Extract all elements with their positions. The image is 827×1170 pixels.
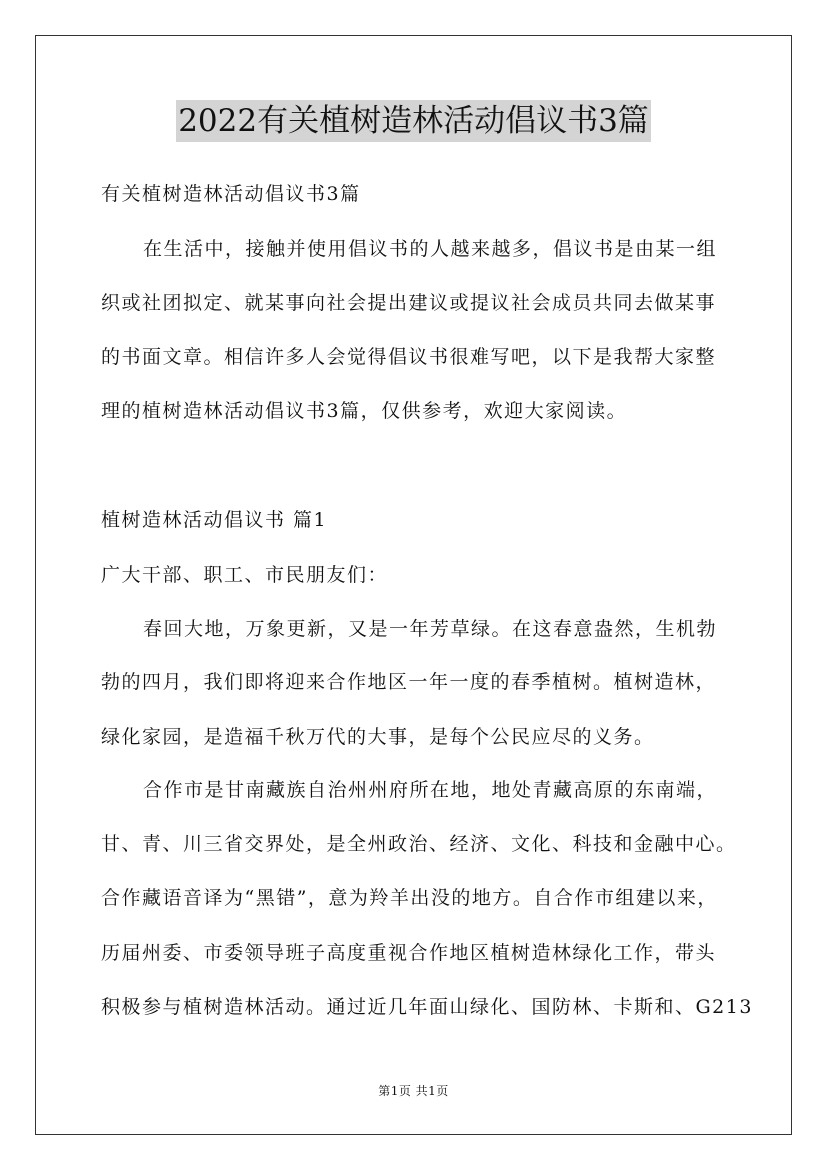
salutation: 广大干部、职工、市民朋友们： bbox=[101, 564, 389, 586]
paragraph-line: 甘、青、川三省交界处，是全州政治、经济、文化、科技和金融中心。 bbox=[101, 833, 737, 855]
paragraph-line: 合作市是甘南藏族自治州州府所在地，地处青藏高原的东南端， bbox=[143, 779, 718, 801]
title-container bbox=[0, 100, 827, 142]
paragraph-line: 勃的四月，我们即将迎来合作地区一年一度的春季植树。植树造林， bbox=[101, 671, 717, 693]
document-subtitle: 有关植树造林活动倡议书3篇 bbox=[101, 183, 361, 205]
paragraph-line: 春回大地，万象更新，又是一年芳草绿。在这春意盎然，生机勃 bbox=[143, 618, 718, 640]
paragraph-line: 绿化家园，是造福千秋万代的大事，是每个公民应尽的义务。 bbox=[101, 726, 655, 748]
section-heading: 植树造林活动倡议书 篇1 bbox=[101, 509, 328, 531]
intro-line: 在生活中，接触并使用倡议书的人越来越多，倡议书是由某一组 bbox=[143, 238, 718, 260]
document-title: 2022有关植树造林活动倡议书3篇 bbox=[176, 100, 651, 142]
intro-line: 理的植树造林活动倡议书3篇，仅供参考，欢迎大家阅读。 bbox=[101, 400, 628, 422]
paragraph-line: 历届州委、市委领导班子高度重视合作地区植树造林绿化工作，带头 bbox=[101, 942, 717, 964]
intro-line: 织或社团拟定、就某事向社会提出建议或提议社会成员共同去做某事 bbox=[101, 292, 717, 314]
page-number: 第1页 共1页 bbox=[378, 1084, 449, 1098]
intro-line: 的书面文章。相信许多人会觉得倡议书很难写吧，以下是我帮大家整 bbox=[101, 346, 717, 368]
paragraph-line: 积极参与植树造林活动。通过近几年面山绿化、国防林、卡斯和、G213 bbox=[101, 996, 753, 1018]
paragraph-line: 合作藏语音译为“黑错”，意为羚羊出没的地方。自合作市组建以来， bbox=[101, 887, 718, 909]
